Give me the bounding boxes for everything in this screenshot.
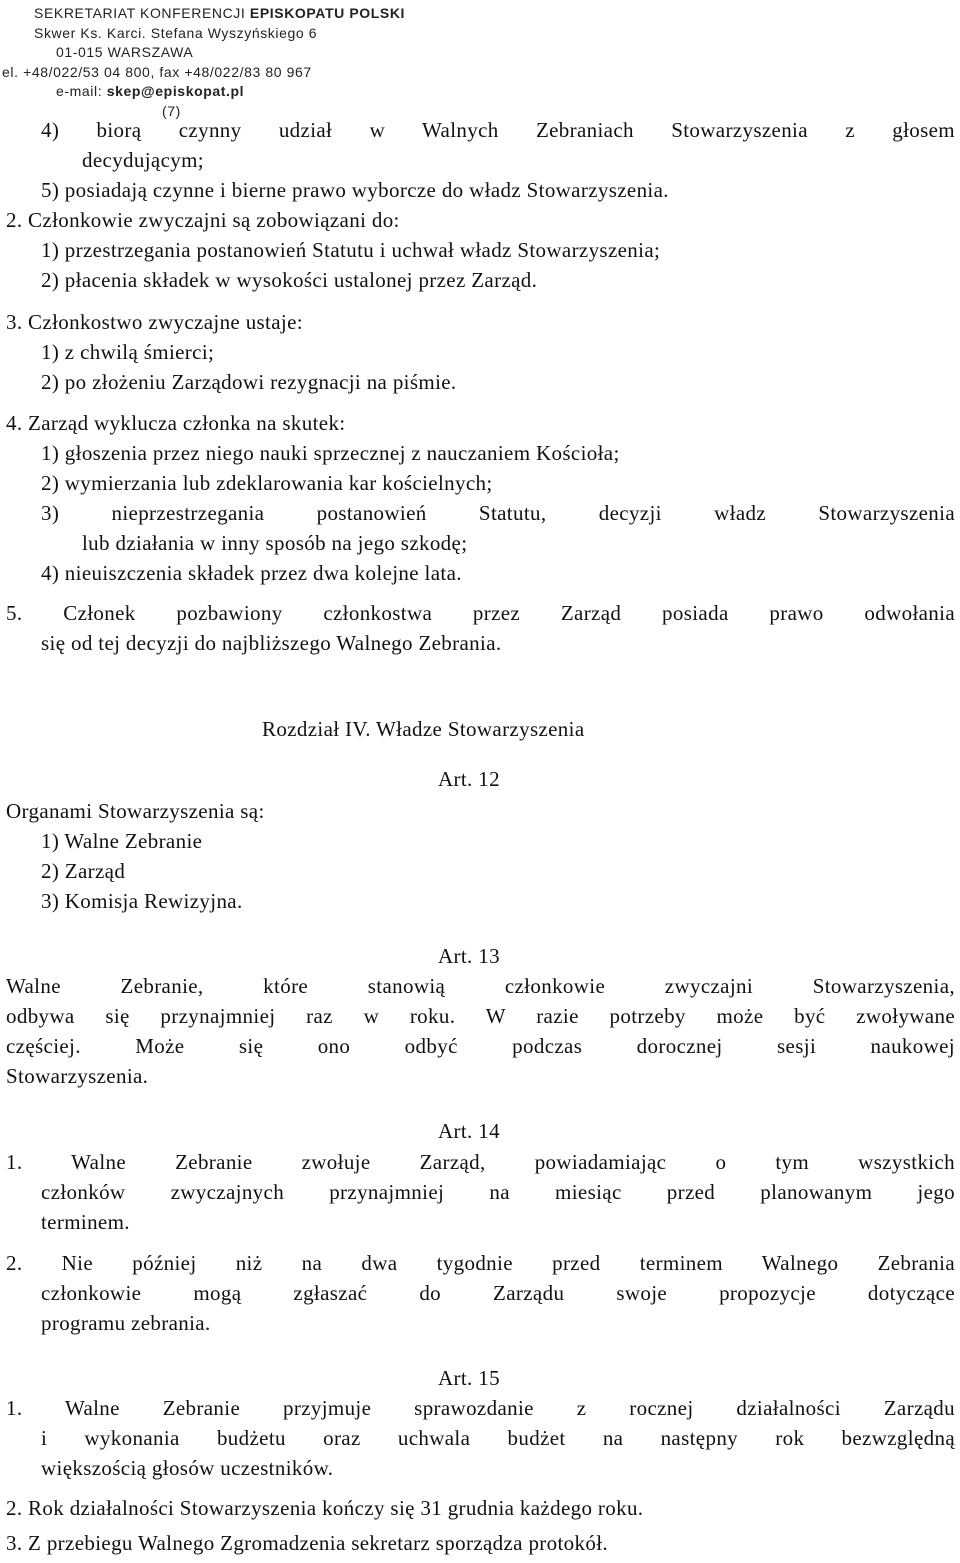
- text-line: 1) głoszenia przez niego nauki sprzecznej z nauczaniem Kościoła;: [41, 441, 620, 465]
- text-line: lub działania w inny sposób na jego szkodę;: [82, 531, 468, 555]
- article-heading: Art. 14: [438, 1119, 500, 1143]
- letterhead-city: 01-015 WARSZAWA: [56, 44, 194, 60]
- text-line: 5. Członek pozbawiony członkostwa przez Zarząd posiada prawo odwołania: [6, 601, 955, 625]
- text-line: programu zebrania.: [41, 1311, 211, 1335]
- letterhead-phone: el. +48/022/53 04 800, fax +48/022/83 80 967: [2, 63, 312, 80]
- text-line: 2. Rok działalności Stowarzyszenia kończy się 31 grudnia każdego roku.: [6, 1496, 644, 1520]
- text-line: 1. Walne Zebranie zwołuje Zarząd, powiadamiając o tym wszystkich: [6, 1150, 955, 1174]
- text-line: decydującym;: [82, 148, 204, 172]
- text-line: członków zwyczajnych przynajmniej na miesiąc przed planowanym jego: [41, 1180, 955, 1204]
- letterhead-address: Skwer Ks. Karci. Stefana Wyszyńskiego 6: [34, 24, 318, 41]
- text-line: 2) płacenia składek w wysokości ustalonej przez Zarząd.: [41, 268, 538, 292]
- text-line: terminem.: [41, 1210, 130, 1234]
- letterhead-email-value: skep@episkopat.pl: [106, 83, 245, 99]
- text-line: 3) Komisja Rewizyjna.: [41, 889, 243, 913]
- text-line: 4) nieuiszczenia składek przez dwa kolejne lata.: [41, 561, 462, 585]
- article-heading: Art. 15: [438, 1366, 500, 1390]
- text-line: 5) posiadają czynne i bierne prawo wyborcze do władz Stowarzyszenia.: [41, 178, 669, 202]
- chapter-heading: Rozdział IV. Władze Stowarzyszenia: [262, 717, 585, 741]
- text-line: większością głosów uczestników.: [41, 1456, 334, 1480]
- text-line: członkowie mogą zgłaszać do Zarządu swoje propozycje dotyczące: [41, 1281, 955, 1305]
- text-line: 3. Członkostwo zwyczajne ustaje:: [6, 310, 303, 334]
- text-line: i wykonania budżetu oraz uchwala budżet na następny rok bezwzględną: [41, 1426, 955, 1450]
- text-line: 2) wymierzania lub zdeklarowania kar kościelnych;: [41, 471, 493, 495]
- text-line: 3. Z przebiegu Walnego Zgromadzenia sekretarz sporządza protokół.: [6, 1531, 609, 1555]
- text-line: 1. Walne Zebranie przyjmuje sprawozdanie z rocznej działalności Zarządu: [6, 1396, 955, 1420]
- text-line: 1) z chwilą śmierci;: [41, 340, 215, 364]
- text-line: 2) po złożeniu Zarządowi rezygnacji na piśmie.: [41, 370, 457, 394]
- text-line: Stowarzyszenia.: [6, 1064, 149, 1088]
- article-heading: Art. 13: [438, 944, 500, 968]
- text-line: 4. Zarząd wyklucza członka na skutek:: [6, 411, 346, 435]
- text-line: Organami Stowarzyszenia są:: [6, 799, 265, 823]
- text-line: 2) Zarząd: [41, 859, 126, 883]
- text-line: się od tej decyzji do najbliższego Walnego Zebrania.: [41, 631, 502, 655]
- text-line: 2. Nie później niż na dwa tygodnie przed terminem Walnego Zebrania: [6, 1251, 955, 1275]
- text-line: 1) Walne Zebranie: [41, 829, 203, 853]
- letterhead-org: SEKRETARIAT KONFERENCJI: [34, 5, 246, 21]
- text-line: 3) nieprzestrzegania postanowień Statutu, decyzji władz Stowarzyszenia: [41, 501, 955, 525]
- letterhead-line-1: [34, 4, 405, 24]
- letterhead-email-label: e-mail:: [56, 83, 103, 99]
- text-line: częściej. Może się ono odbyć podczas dorocznej sesji naukowej: [6, 1034, 955, 1058]
- letterhead-email: [34, 82, 405, 102]
- text-line: 1) przestrzegania postanowień Statutu i uchwał władz Stowarzyszenia;: [41, 238, 661, 262]
- text-line: Walne Zebranie, które stanowią członkowie zwyczajni Stowarzyszenia,: [6, 974, 955, 998]
- page-number: (7): [162, 102, 181, 119]
- letterhead: [2, 4, 406, 121]
- text-line: 2. Członkowie zwyczajni są zobowiązani do:: [6, 208, 400, 232]
- text-line: odbywa się przynajmniej raz w roku. W razie potrzeby może być zwoływane: [6, 1004, 955, 1028]
- text-line: 4) biorą czynny udział w Walnych Zebraniach Stowarzyszenia z głosem: [41, 118, 955, 142]
- article-heading: Art. 12: [438, 767, 500, 791]
- letterhead-org-bold: EPISKOPATU POLSKI: [249, 5, 406, 21]
